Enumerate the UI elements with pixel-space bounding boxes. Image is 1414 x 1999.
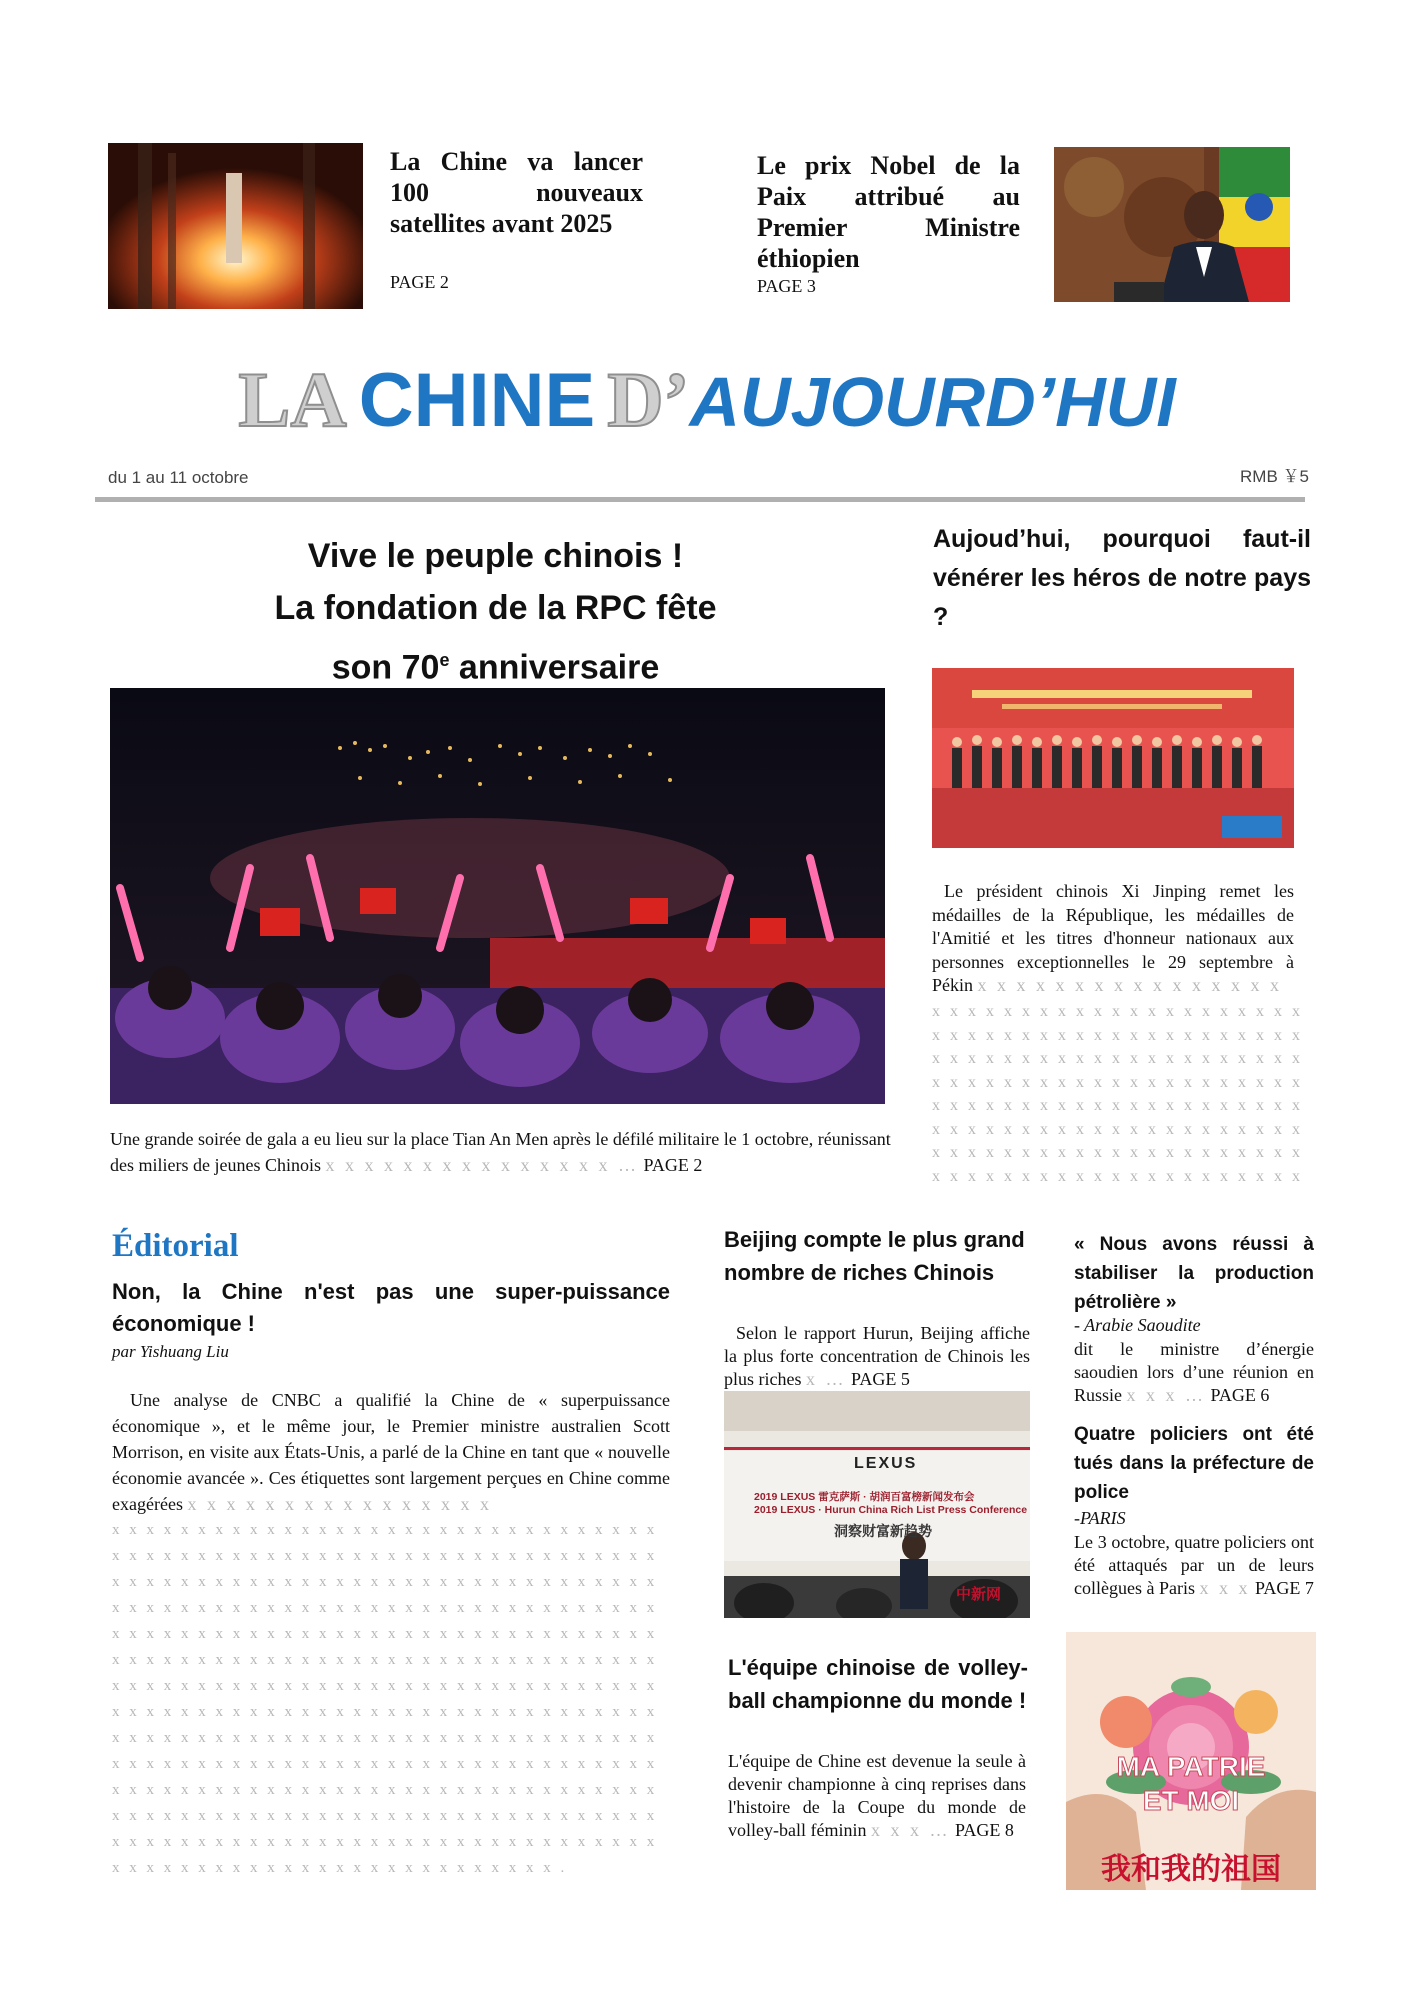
- masthead-rule: [95, 497, 1305, 502]
- editorial-filler-line: x x x x x x x x x x x x x x x x x x x x x x x x x x x x x x x x: [112, 1574, 658, 1590]
- lead-caption-filler: x x x x x x x x x x x x x x x …: [325, 1155, 639, 1175]
- oil-filler: x x x …: [1126, 1385, 1207, 1405]
- masthead-la: LA: [238, 356, 347, 443]
- editorial-filler-line: x x x x x x x x x x x x x x x x x x x x x x x x x x x x x x x x: [112, 1652, 658, 1668]
- editorial-filler-line: x x x x x x x x x x x x x x x x x x x x x x x x x x x x x x x x: [112, 1626, 658, 1642]
- lead-headline-line1: Vive le peuple chinois !: [307, 537, 684, 575]
- masthead-chine: CHINE: [358, 358, 596, 443]
- lead-headline-line3-post: anniversaire: [449, 648, 660, 687]
- hurun-conference-photo[interactable]: [724, 1391, 1030, 1618]
- oil-headline[interactable]: « Nous avons réussi à stabiliser la production pétrolière »: [1074, 1234, 1314, 1313]
- masthead-title: [0, 355, 1414, 467]
- heroes-headline[interactable]: Aujoud’hui, pourquoi faut-il vénérer les héros de notre pays ?: [933, 525, 1311, 631]
- volley-page-ref[interactable]: PAGE 8: [954, 1820, 1014, 1840]
- poster-title-line2: ET MOI: [1142, 1785, 1240, 1816]
- heroes-filler-line: x x x x x x x x x x x x x x x x x x x x x: [932, 1026, 1303, 1044]
- hurun-photo-brand: LEXUS: [854, 1455, 918, 1472]
- editorial-section-label: Éditorial: [112, 1228, 239, 1264]
- nobel-headline[interactable]: Le prix Nobel de la Paix attribué au Premier Ministre éthiopien: [757, 151, 1020, 273]
- lead-headline-line3-pre: son 70: [331, 648, 440, 687]
- heroes-body-text: Le président chinois Xi Jinping remet les médailles de la République, les médailles de l'Amitié et les titres d'honneur nationaux aux personnes exceptionnelles le 29 septembre à Pékin: [932, 881, 1294, 995]
- lead-page-ref[interactable]: PAGE 2: [643, 1155, 703, 1175]
- issue-date: du 1 au 11 octobre: [108, 468, 249, 487]
- rich-filler: x …: [805, 1369, 847, 1389]
- medal-ceremony-photo[interactable]: [932, 668, 1294, 848]
- police-headline[interactable]: Quatre policiers ont été tués dans la préfecture de police: [1074, 1424, 1314, 1503]
- heroes-filler-line: x x x x x x x x x x x x x x x x x x x x x: [932, 1073, 1303, 1091]
- oil-body[interactable]: [1074, 1338, 1314, 1407]
- hurun-photo-text-2: 2019 LEXUS · Hurun China Rich List Press Conference: [754, 1504, 1028, 1516]
- rich-page-ref[interactable]: PAGE 5: [850, 1369, 910, 1389]
- issue-price: RMB ￥5: [1240, 467, 1309, 486]
- police-page-ref[interactable]: PAGE 7: [1254, 1578, 1314, 1598]
- volley-body-text: L'équipe de Chine est devenue la seule à devenir championne à cinq reprises dans l'histoire de la Coupe du monde de volley-ball féminin: [728, 1751, 1026, 1840]
- lead-caption[interactable]: [110, 1126, 895, 1178]
- police-body-text: Le 3 octobre, quatre policiers ont été attaqués par un de leurs collègues à Paris: [1074, 1532, 1314, 1598]
- lead-headline-line3: [108, 634, 883, 693]
- police-source: -PARIS: [1074, 1508, 1126, 1528]
- lead-caption-text: Une grande soirée de gala a eu lieu sur la place Tian An Men après le défilé militaire le 1 octobre, réunissant des miliers de jeunes Chinois: [110, 1129, 891, 1175]
- editorial-filler-line: x x x x x x x x x x x x x x x x x x x x x x x x x x x x x x x x: [112, 1782, 658, 1798]
- rich-body-text: Selon le rapport Hurun, Beijing affiche la plus forte concentration de Chinois les plus riches: [724, 1323, 1030, 1389]
- editorial-filler-inline: x x x x x x x x x x x x x x x x: [187, 1494, 492, 1514]
- editorial-filler-line: x x x x x x x x x x x x x x x x x x x x x x x x x x x x x x x x: [112, 1600, 658, 1616]
- editorial-filler-line: x x x x x x x x x x x x x x x x x x x x x x x x x x x x x x x x: [112, 1704, 658, 1720]
- editorial-filler-line: x x x x x x x x x x x x x x x x x x x x x x x x x x x x x x x x: [112, 1678, 658, 1694]
- hurun-photo-watermark: 中新网: [956, 1587, 1002, 1603]
- editorial-byline: par Yishuang Liu: [112, 1342, 229, 1361]
- lead-headline-sup: e: [439, 650, 450, 670]
- editorial-filler-line: x x x x x x x x x x x x x x x x x x x x x x x x x x x x x x x x: [112, 1522, 658, 1538]
- editorial-filler-line: x x x x x x x x x x x x x x x x x x x x x x x x x x x x x x x x: [112, 1756, 658, 1772]
- rich-headline[interactable]: Beijing compte le plus grand nombre de riches Chinois: [724, 1227, 1025, 1285]
- lead-headline[interactable]: [108, 530, 883, 693]
- nobel-page-ref[interactable]: PAGE 3: [757, 276, 816, 296]
- poster-chinese-title: 我和我的祖国: [1101, 1853, 1281, 1886]
- hurun-photo-text-1: 2019 LEXUS 雷克萨斯 · 胡润百富榜新闻发布会: [754, 1491, 975, 1503]
- lead-headline-line2: La fondation de la RPC fête: [274, 589, 717, 627]
- editorial-filler-line: x x x x x x x x x x x x x x x x x x x x x x x x x x x x x x x x: [112, 1834, 658, 1850]
- editorial-body-text: Une analyse de CNBC a qualifié la Chine de « superpuissance économique », et le même jour, le Premier ministre australien Scott Morrison, en visite aux États-Unis, a parlé de la Chine en tant que « nouvelle économie avancée ». Ces étiquettes sont largement perçues en Chine comme exagérées: [112, 1390, 670, 1514]
- masthead-d: D’: [607, 356, 690, 443]
- editorial-filler-line: x x x x x x x x x x x x x x x x x x x x x x x x x x x x x x x x: [112, 1730, 658, 1746]
- editorial-filler-line: x x x x x x x x x x x x x x x x x x x x x x x x x x x x x x x x: [112, 1808, 658, 1824]
- gala-fireworks-photo[interactable]: [110, 688, 885, 1104]
- film-poster[interactable]: [1066, 1632, 1316, 1890]
- masthead-aujourdhui: AUJOURD’HUI: [689, 363, 1176, 441]
- editorial-filler-block: [112, 1517, 682, 1881]
- rocket-launch-photo[interactable]: [108, 143, 363, 309]
- heroes-filler-line: x x x x x x x x x x x x x x x x x x x x x: [932, 1050, 1303, 1067]
- volley-filler: x x x …: [870, 1820, 951, 1840]
- heroes-filler-line: x x x x x x x x x x x x x x x x x x x x x: [932, 1144, 1303, 1161]
- satellites-page-ref[interactable]: PAGE 2: [390, 272, 449, 292]
- editorial-headline[interactable]: Non, la Chine n'est pas une super-puissance économique !: [112, 1279, 670, 1336]
- oil-page-ref[interactable]: PAGE 6: [1210, 1385, 1270, 1405]
- heroes-filler-line: x x x x x x x x x x x x x x x x x x x x x: [932, 1097, 1303, 1114]
- volley-headline[interactable]: L'équipe chinoise de volley-ball championne du monde !: [728, 1655, 1028, 1713]
- heroes-body[interactable]: [932, 880, 1294, 998]
- volley-body[interactable]: [728, 1750, 1026, 1842]
- heroes-filler-block: [932, 1000, 1312, 1188]
- oil-source: - Arabie Saoudite: [1074, 1315, 1201, 1335]
- heroes-filler-line: x x x x x x x x x x x x x x x x x x x x x: [932, 1167, 1303, 1185]
- heroes-filler-line: x x x x x x x x x x x x x x x x x x x x x: [932, 1120, 1303, 1138]
- rich-body[interactable]: [724, 1322, 1030, 1391]
- police-filler: x x x: [1199, 1578, 1251, 1598]
- poster-title: [1066, 1750, 1316, 1818]
- police-body[interactable]: [1074, 1531, 1314, 1600]
- hurun-photo-text-3: 洞察财富新趋势: [834, 1523, 932, 1539]
- prime-minister-photo[interactable]: [1054, 147, 1290, 302]
- editorial-body[interactable]: [112, 1387, 670, 1517]
- oil-body-text: dit le ministre d’énergie saoudien lors d’une réunion en Russie: [1074, 1339, 1314, 1405]
- editorial-filler-last-line: x x x x x x x x x x x x x x x x x x x x x x x x x x .: [112, 1860, 568, 1876]
- editorial-filler-line: x x x x x x x x x x x x x x x x x x x x x x x x x x x x x x x x: [112, 1548, 658, 1564]
- heroes-filler-inline: x x x x x x x x x x x x x x x x: [977, 975, 1283, 995]
- poster-title-line1: MA PATRIE: [1116, 1751, 1266, 1782]
- heroes-filler-line: x x x x x x x x x x x x x x x x x x x x x: [932, 1003, 1303, 1020]
- satellites-headline[interactable]: La Chine va lancer 100 nouveaux satellites avant 2025: [390, 147, 643, 238]
